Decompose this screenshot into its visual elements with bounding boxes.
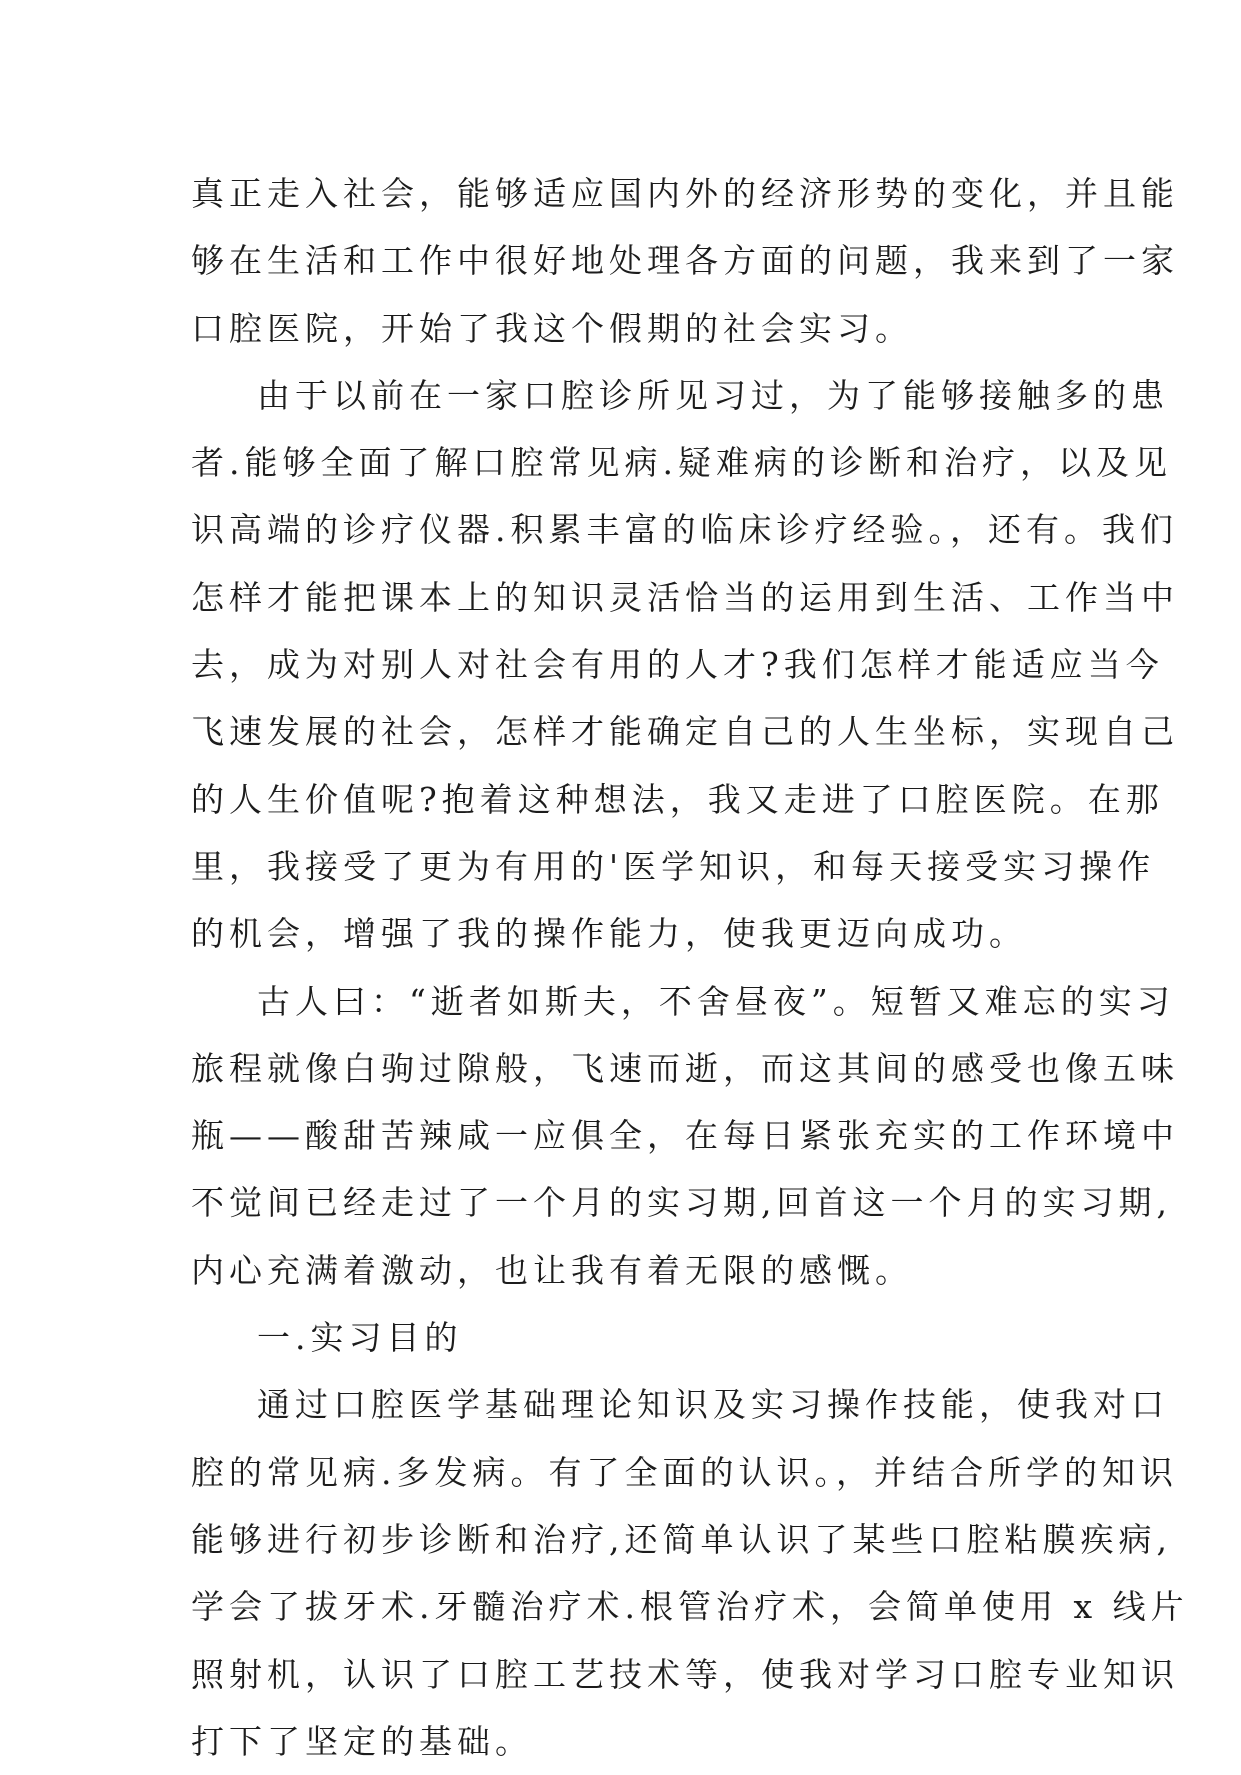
text-line: 腔的常见病.多发病。有了全面的认识。，并结合所学的知识 bbox=[191, 1452, 1178, 1492]
section-heading bbox=[191, 1304, 1051, 1371]
text-line: 通过口腔医学基础理论知识及实习操作技能，使我对口 bbox=[257, 1385, 1169, 1425]
text-line: 者.能够全面了解口腔常见病.疑难病的诊断和治疗，以及见 bbox=[191, 443, 1172, 483]
text-line: 的人生价值呢?抱着这种想法，我又走进了口腔医院。在那 bbox=[191, 779, 1164, 819]
text-line: 去，成为对别人对社会有用的人才?我们怎样才能适应当今 bbox=[191, 645, 1164, 685]
paragraph-2 bbox=[191, 362, 1179, 968]
text-line: 够在生活和工作中很好地处理各方面的问题，我来到了一家 bbox=[191, 241, 1179, 281]
paragraph-3 bbox=[191, 968, 1179, 1304]
paragraph-4 bbox=[191, 1371, 1189, 1775]
text-line: 真正走入社会，能够适应国内外的经济形势的变化，并且能 bbox=[191, 174, 1179, 213]
text-line: 飞速发展的社会，怎样才能确定自己的人生坐标，实现自己 bbox=[191, 712, 1179, 752]
text-line: 不觉间已经走过了一个月的实习期,回首这一个月的实习期, bbox=[191, 1183, 1172, 1223]
text-line: 打下了坚定的基础。 bbox=[191, 1721, 533, 1761]
text-line: 由于以前在一家口腔诊所见习过，为了能够接触多的患 bbox=[257, 375, 1169, 415]
text-line: 内心充满着激动，也让我有着无限的感慨。 bbox=[191, 1250, 913, 1290]
text-line: 的机会，增强了我的操作能力，使我更迈向成功。 bbox=[191, 914, 1027, 954]
paragraph-1 bbox=[191, 160, 1179, 362]
text-line: 照射机，认识了口腔工艺技术等，使我对学习口腔专业知识 bbox=[191, 1654, 1179, 1694]
text-line: 瓶——酸甜苦辣咸一应俱全，在每日紧张充实的工作环境中 bbox=[191, 1116, 1179, 1156]
text-line: 里，我接受了更为有用的'医学知识，和每天接受实习操作 bbox=[191, 846, 1156, 886]
section-heading-text: 一.实习目的 bbox=[257, 1318, 463, 1358]
document-body bbox=[191, 160, 1189, 1775]
text-line: 旅程就像白驹过隙般，飞速而逝，而这其间的感受也像五味 bbox=[191, 1048, 1179, 1088]
text-line: 口腔医院，开始了我这个假期的社会实习。 bbox=[191, 308, 913, 348]
text-line: 怎样才能把课本上的知识灵活恰当的运用到生活、工作当中 bbox=[191, 577, 1179, 617]
text-line: 古人曰：“逝者如斯夫，不舍昼夜”。短暂又难忘的实习 bbox=[257, 981, 1175, 1021]
text-line: 学会了拔牙术.牙髓治疗术.根管治疗术，会简单使用 x 线片 bbox=[191, 1587, 1189, 1627]
text-line: 识高端的诊疗仪器.积累丰富的临床诊疗经验。，还有。我们 bbox=[191, 510, 1178, 550]
text-line: 能够进行初步诊断和治疗,还简单认识了某些口腔粘膜疾病, bbox=[191, 1519, 1172, 1559]
